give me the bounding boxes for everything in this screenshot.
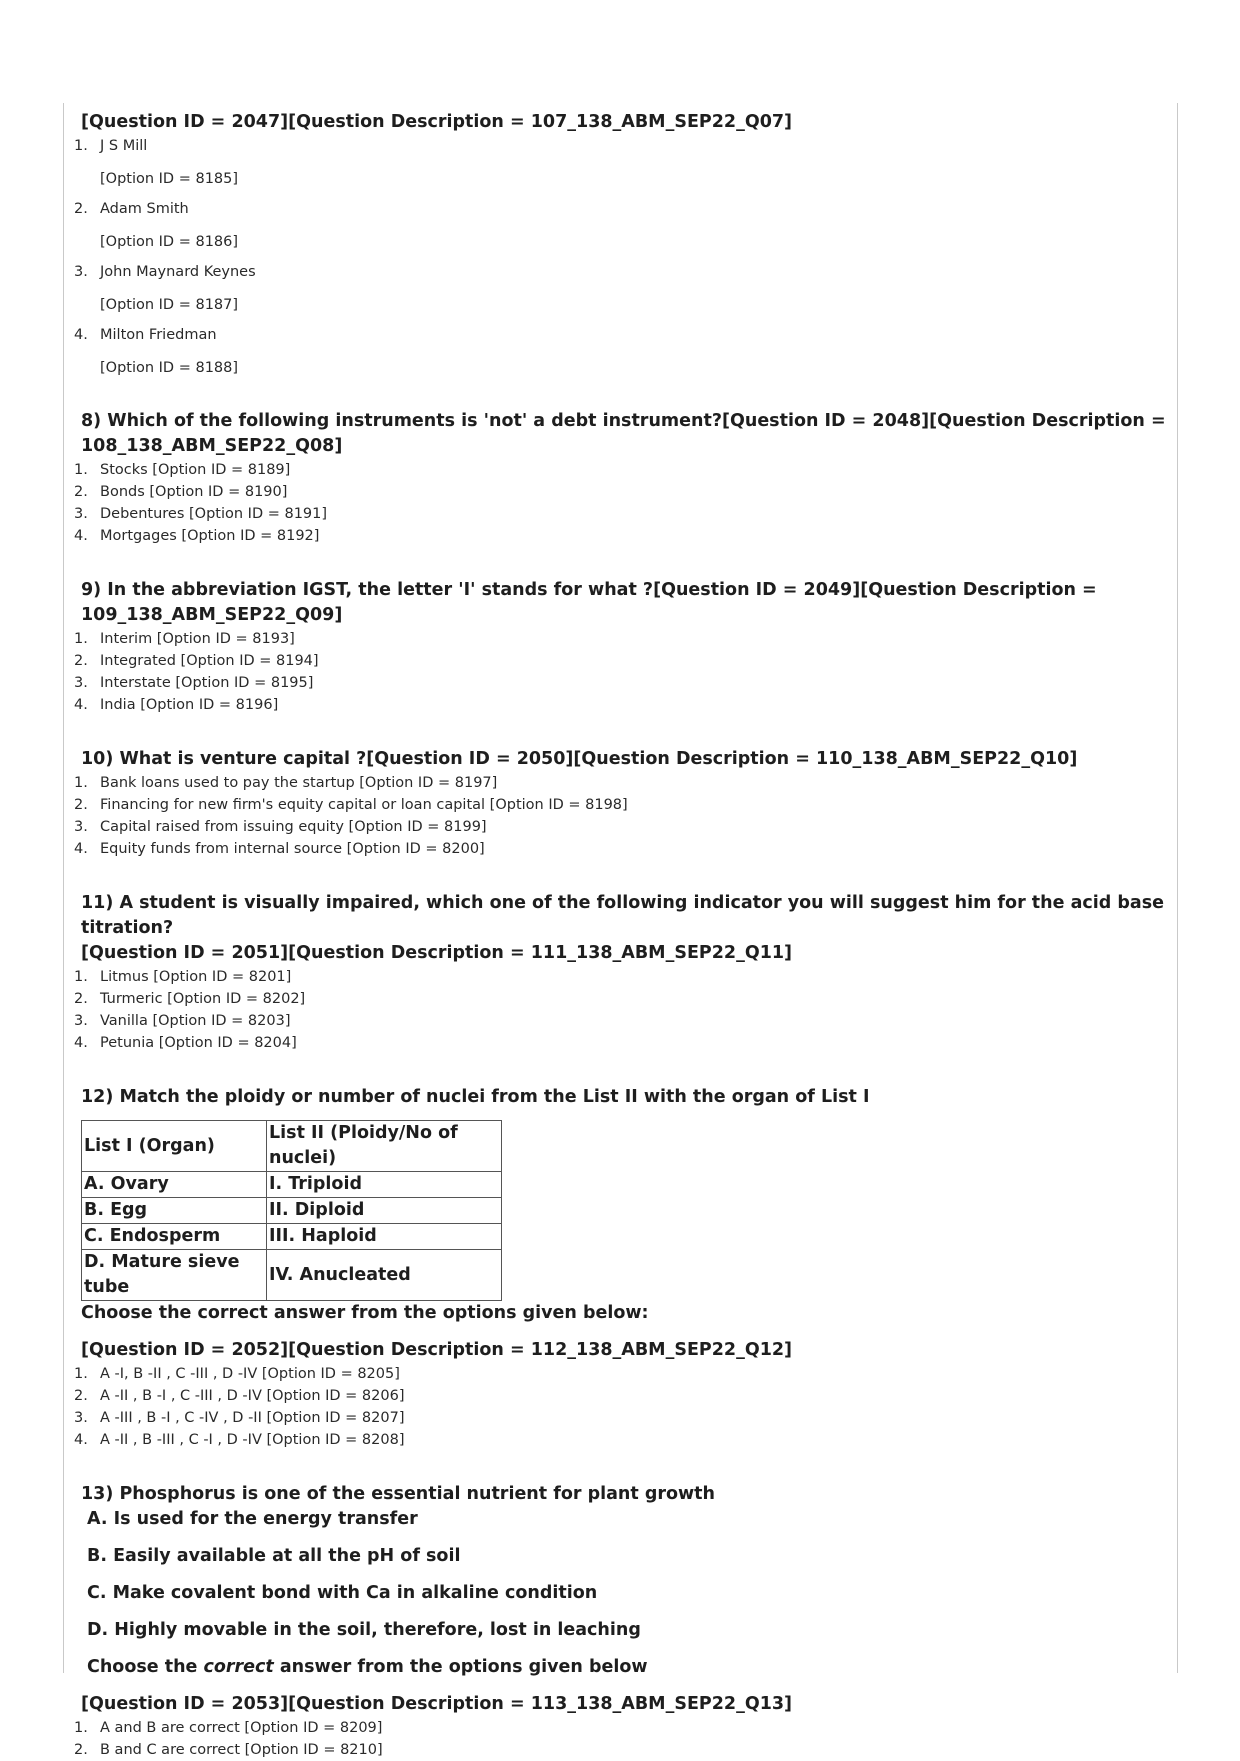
option: 2. Bonds [Option ID = 8190]	[74, 484, 288, 500]
option: 4. Mortgages [Option ID = 8192]	[74, 528, 320, 544]
table-row: D. Mature sieve tube IV. Anucleated	[82, 1250, 502, 1301]
option: 1. J S Mill	[74, 138, 148, 154]
question-13-instruction: Choose the correct answer from the options given below	[87, 1657, 648, 1677]
option: 4. Equity funds from internal source [Option ID = 8200]	[74, 841, 485, 857]
option: 1. Bank loans used to pay the startup [Option ID = 8197]	[74, 775, 498, 791]
option: 1. Litmus [Option ID = 8201]	[74, 969, 292, 985]
table-row: B. Egg II. Diploid	[82, 1198, 502, 1224]
question-8-text: 8) Which of the following instruments is 'not' a debt instrument?[Question ID = 2048][Question Description = 108_138_ABM_SEP22_Q08]	[81, 411, 1166, 456]
statement: A. Is used for the energy transfer	[87, 1509, 418, 1529]
question-9-options	[74, 628, 1174, 716]
question-7-options	[74, 135, 1174, 157]
statement: C. Make covalent bond with Ca in alkaline condition	[87, 1583, 598, 1603]
option: 2. Adam Smith	[74, 201, 189, 217]
option: 4. Petunia [Option ID = 8204]	[74, 1035, 297, 1051]
question-12-options	[74, 1363, 1174, 1451]
table-row: C. Endosperm III. Haploid	[82, 1224, 502, 1250]
question-10-options	[74, 772, 1174, 860]
option: 4. India [Option ID = 8196]	[74, 697, 279, 713]
statement: D. Highly movable in the soil, therefore, lost in leaching	[87, 1620, 641, 1640]
statement: B. Easily available at all the pH of soil	[87, 1546, 461, 1566]
option: 4. A -II , B -III , C -I , D -IV [Option ID = 8208]	[74, 1432, 405, 1448]
option: 3. Interstate [Option ID = 8195]	[74, 675, 314, 691]
question-7-header: [Question ID = 2047][Question Description = 107_138_ABM_SEP22_Q07]	[81, 112, 793, 132]
option: 3. A -III , B -I , C -IV , D -II [Option ID = 8207]	[74, 1410, 405, 1426]
match-table	[81, 1120, 502, 1301]
option: 2. Turmeric [Option ID = 8202]	[74, 991, 306, 1007]
option: 1. A and B are correct [Option ID = 8209]	[74, 1720, 383, 1736]
question-11	[74, 891, 1174, 1054]
question-paper	[74, 110, 1174, 1761]
question-9-text: 9) In the abbreviation IGST, the letter 'I' stands for what ?[Question ID = 2049][Question Description = 109_138_ABM_SEP22_Q09]	[81, 580, 1097, 625]
question-11-text: 11) A student is visually impaired, which one of the following indicator you will suggest him for the acid base titration? [Question ID = 2051][Question Description = 111_138_ABM_SEP22_Q11]	[81, 893, 1165, 963]
option: 3. Capital raised from issuing equity [Option ID = 8199]	[74, 819, 487, 835]
option: 1. Interim [Option ID = 8193]	[74, 631, 295, 647]
question-13-header: [Question ID = 2053][Question Description = 113_138_ABM_SEP22_Q13]	[81, 1694, 793, 1714]
table-row: List I (Organ) List II (Ploidy/No of nuclei)	[82, 1121, 502, 1172]
question-9	[74, 578, 1174, 716]
table-row: A. Ovary I. Triploid	[82, 1172, 502, 1198]
option: 4. Milton Friedman	[74, 327, 217, 343]
question-10-text: 10) What is venture capital ?[Question ID = 2050][Question Description = 110_138_ABM_SEP22_Q10]	[81, 749, 1078, 769]
question-11-options	[74, 966, 1174, 1054]
question-13	[74, 1482, 1174, 1761]
option: 2. B and C are correct [Option ID = 8210]	[74, 1742, 383, 1758]
question-8	[74, 409, 1174, 547]
question-12-text: 12) Match the ploidy or number of nuclei from the List II with the organ of List I	[81, 1087, 870, 1107]
question-8-options	[74, 459, 1174, 547]
option: 3. Debentures [Option ID = 8191]	[74, 506, 328, 522]
option: 1. Stocks [Option ID = 8189]	[74, 462, 291, 478]
option: 1. A -I, B -II , C -III , D -IV [Option ID = 8205]	[74, 1366, 400, 1382]
option: 2. Integrated [Option ID = 8194]	[74, 653, 319, 669]
option-id: [Option ID = 8188]	[100, 360, 239, 376]
question-13-options	[74, 1717, 1174, 1761]
option-id: [Option ID = 8185]	[100, 171, 239, 187]
right-margin-rule	[1177, 103, 1178, 1673]
question-7	[74, 110, 1174, 378]
question-12	[74, 1085, 1174, 1451]
option-id: [Option ID = 8187]	[100, 297, 239, 313]
option: 3. Vanilla [Option ID = 8203]	[74, 1013, 291, 1029]
option-id: [Option ID = 8186]	[100, 234, 239, 250]
question-13-text: 13) Phosphorus is one of the essential nutrient for plant growth	[81, 1484, 716, 1504]
question-12-header: [Question ID = 2052][Question Description = 112_138_ABM_SEP22_Q12]	[81, 1340, 793, 1360]
option: 3. John Maynard Keynes	[74, 264, 256, 280]
question-12-instruction: Choose the correct answer from the options given below:	[81, 1303, 649, 1323]
left-margin-rule	[63, 103, 64, 1673]
question-10	[74, 747, 1174, 860]
option: 2. A -II , B -I , C -III , D -IV [Option ID = 8206]	[74, 1388, 405, 1404]
option: 2. Financing for new firm's equity capital or loan capital [Option ID = 8198]	[74, 797, 628, 813]
